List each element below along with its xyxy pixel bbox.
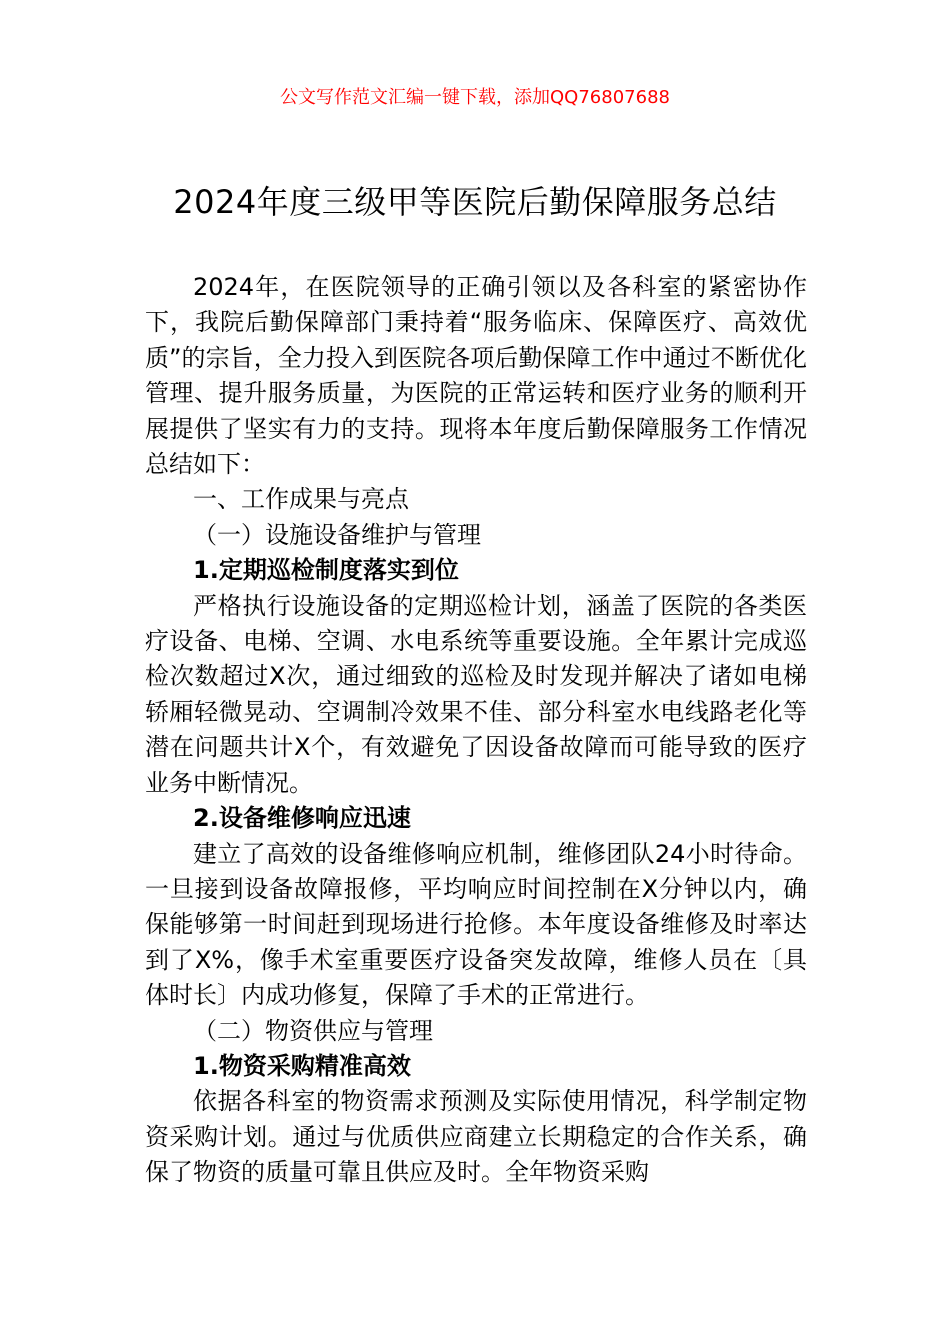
item-paragraph-1: 严格执行设施设备的定期巡检计划，涵盖了医院的各类医疗设备、电梯、空调、水电系统等重要设施。全年累计完成巡检次数超过X次，通过细致的巡检及时发现并解决了诸如电梯轿厢轻微晃动、空调制冷效果不佳、部分科室水电线路老化等潜在问题共计X个，有效避免了因设备故障而可能导致的医疗业务中断情况。 bbox=[145, 591, 807, 797]
document-title: 2024年度三级甲等医院后勤保障服务总结 bbox=[173, 183, 777, 221]
subsection-heading-2: （二）物资供应与管理 bbox=[193, 1016, 433, 1045]
item-heading-2: 2.设备维修响应迅速 bbox=[193, 804, 411, 833]
subsection-heading-1: （一）设施设备维护与管理 bbox=[193, 520, 481, 549]
document-body bbox=[145, 270, 807, 1191]
item-paragraph-3: 依据各科室的物资需求预测及实际使用情况，科学制定物资采购计划。通过与优质供应商建立长期稳定的合作关系，确保了物资的质量可靠且供应及时。全年物资采购 bbox=[145, 1087, 807, 1187]
section-heading-1: 一、工作成果与亮点 bbox=[193, 485, 409, 514]
item-heading-1: 1.定期巡检制度落实到位 bbox=[193, 556, 459, 585]
intro-paragraph: 2024年，在医院领导的正确引领以及各科室的紧密协作下，我院后勤保障部门秉持着“服务临床、保障医疗、高效优质”的宗旨，全力投入到医院各项后勤保障工作中通过不断优化管理、提升服务质量，为医院的正常运转和医疗业务的顺利开展提供了坚实有力的支持。现将本年度后勤保障服务工作情况总结如下： bbox=[145, 273, 807, 479]
item-paragraph-2: 建立了高效的设备维修响应机制，维修团队24小时待命。一旦接到设备故障报修，平均响应时间控制在X分钟以内，确保能够第一时间赶到现场进行抢修。本年度设备维修及时率达到了X%，像手术室重要医疗设备突发故障，维修人员在〔具体时长〕内成功修复，保障了手术的正常进行。 bbox=[145, 839, 807, 1010]
item-heading-3: 1.物资采购精准高效 bbox=[193, 1051, 411, 1080]
download-banner: 公文写作范文汇编一键下载，添加QQ76807688 bbox=[280, 87, 670, 108]
